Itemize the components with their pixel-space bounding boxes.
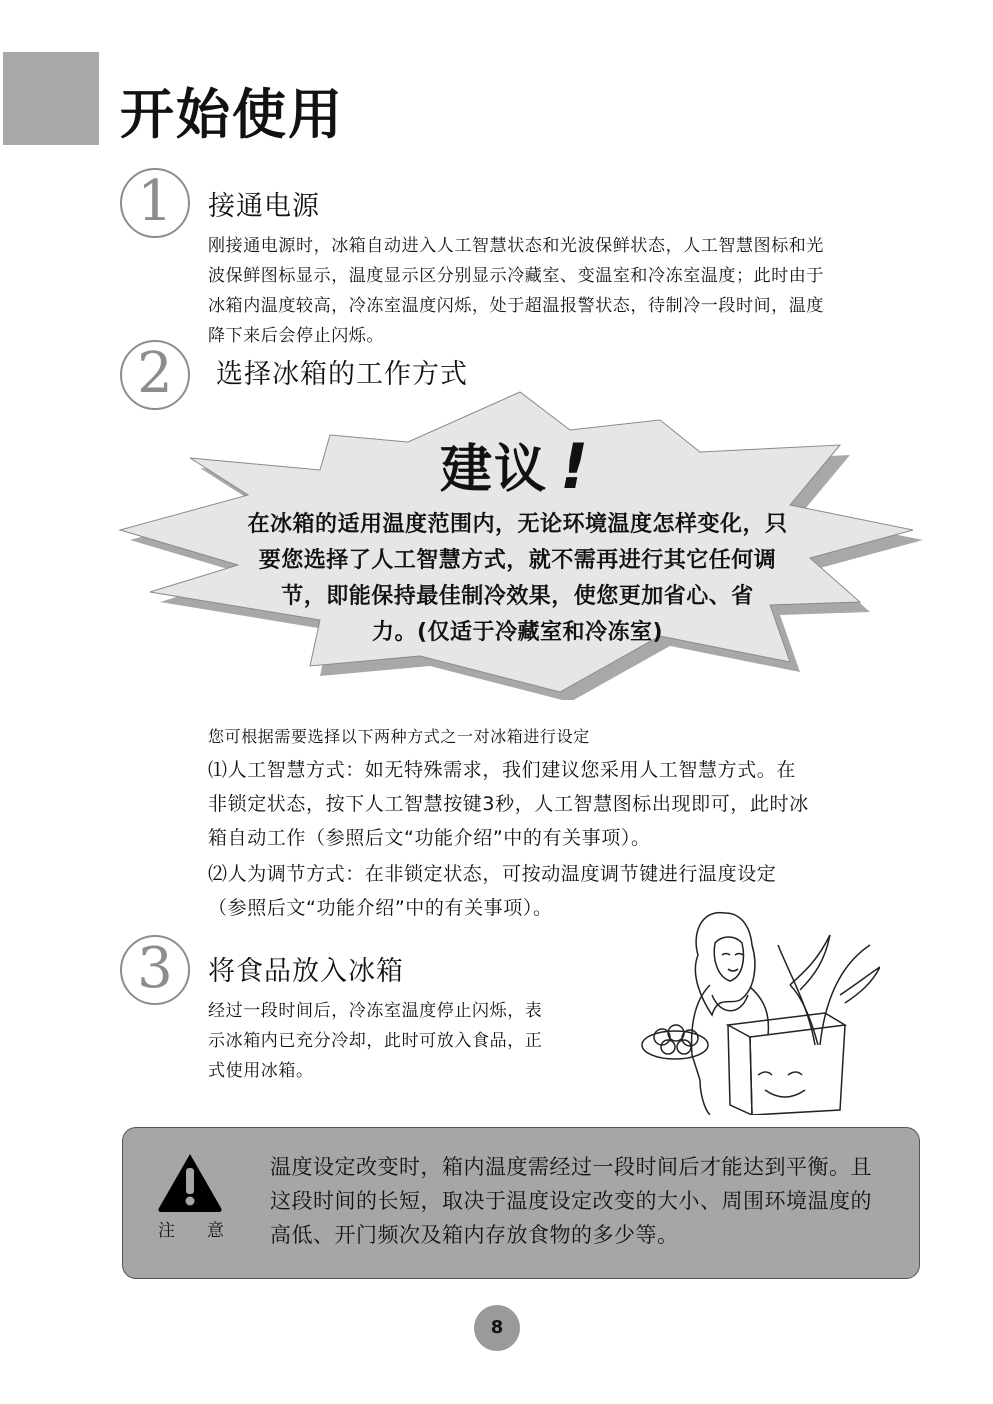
- woman-fridge-illustration: [640, 905, 880, 1115]
- modes-intro: 您可根据需要选择以下两种方式之一对冰箱进行设定: [208, 727, 590, 746]
- step-1-number: 1: [120, 168, 190, 238]
- step-3-number: 3: [120, 935, 190, 1005]
- modes-line-4: ⑵人为调节方式：在非锁定状态，可按动温度调节键进行温度设定: [208, 863, 777, 885]
- step-1-line-4: 降下来后会停止闪烁。: [208, 326, 384, 346]
- note-line-1: 温度设定改变时，箱内温度需经过一段时间后才能达到平衡。且: [270, 1155, 872, 1179]
- advice-line-3: 节，即能保持最佳制冷效果，使您更加省心、省: [281, 584, 754, 609]
- step-1-line-1: 刚接通电源时，冰箱自动进入人工智慧状态和光波保鲜状态，人工智慧图标和光: [208, 236, 824, 256]
- advice-line-2: 要您选择了人工智慧方式，就不需再进行其它任何调: [258, 548, 777, 573]
- header-gray-block: [3, 52, 99, 145]
- advice-line-1: 在冰箱的适用温度范围内，无论环境温度怎样变化，只: [247, 512, 788, 537]
- step-3-line-1: 经过一段时间后，冷冻室温度停止闪烁，表: [208, 1001, 543, 1021]
- advice-line-4: 力。(仅适于冷藏室和冷冻室): [371, 620, 664, 645]
- note-line-2: 这段时间的长短，取决于温度设定改变的大小、周围环境温度的: [270, 1189, 872, 1213]
- note-line-3: 高低、开门频次及箱内存放食物的多少等。: [270, 1223, 679, 1247]
- modes-line-5: （参照后文“功能介绍”中的有关事项）。: [208, 897, 553, 919]
- modes-line-2: 非锁定状态，按下人工智慧按键3秒，人工智慧图标出现即可，此时冰: [208, 793, 809, 815]
- note-text: [270, 1150, 910, 1252]
- warning-icon: [155, 1150, 225, 1214]
- advice-burst-shape: [118, 390, 923, 700]
- step-2-number: 2: [120, 340, 190, 410]
- step-1-line-3: 冰箱内温度较高，冷冻室温度闪烁，处于超温报警状态，待制冷一段时间，温度: [208, 296, 824, 316]
- note-label-2: 意: [207, 1221, 224, 1241]
- step-2-title: 选择冰箱的工作方式: [216, 359, 468, 390]
- step-3-line-2: 示冰箱内已充分冷却，此时可放入食品，正: [208, 1031, 543, 1051]
- page-title: 开始使用: [120, 83, 344, 146]
- note-label-1: 注: [158, 1221, 175, 1241]
- advice-title: 建议: [440, 440, 549, 500]
- modes-line-3: 箱自动工作（参照后文“功能介绍”中的有关事项）。: [208, 827, 651, 849]
- step-3-title: 将食品放入冰箱: [208, 956, 404, 987]
- page-number: 8: [474, 1305, 520, 1351]
- step-1-title: 接通电源: [208, 191, 320, 222]
- step-1-line-2: 波保鲜图标显示，温度显示区分别显示冷藏室、变温室和冷冻室温度；此时由于: [208, 266, 824, 286]
- advice-exclamation-icon: !: [560, 430, 589, 503]
- modes-line-1: ⑴人工智慧方式：如无特殊需求，我们建议您采用人工智慧方式。在: [208, 759, 797, 781]
- step-3-line-3: 式使用冰箱。: [208, 1061, 314, 1081]
